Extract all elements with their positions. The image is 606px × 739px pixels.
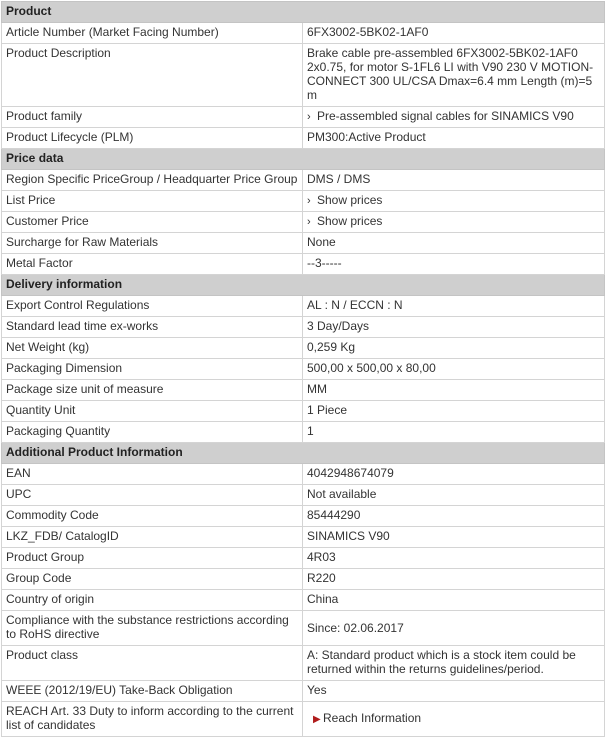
table-row bbox=[2, 569, 605, 590]
chevron-right-icon: › bbox=[307, 111, 311, 123]
row-label: Customer Price bbox=[2, 212, 303, 233]
chevron-right-icon: › bbox=[307, 195, 311, 207]
row-label: Product Description bbox=[2, 44, 303, 107]
packaging-quantity-value: 1 bbox=[303, 422, 605, 443]
row-label: Product family bbox=[2, 107, 303, 128]
table-row bbox=[2, 170, 605, 191]
row-label: Region Specific PriceGroup / Headquarter Price Group bbox=[2, 170, 303, 191]
table-row bbox=[2, 464, 605, 485]
table-row bbox=[2, 212, 605, 233]
upc-value: Not available bbox=[303, 485, 605, 506]
list-price-link[interactable] bbox=[303, 191, 605, 212]
table-row bbox=[2, 527, 605, 548]
table-row bbox=[2, 191, 605, 212]
table-row bbox=[2, 317, 605, 338]
row-label: Product class bbox=[2, 646, 303, 681]
section-header-delivery bbox=[2, 275, 605, 296]
country-of-origin-value: China bbox=[303, 590, 605, 611]
price-group-value: DMS / DMS bbox=[303, 170, 605, 191]
table-row bbox=[2, 380, 605, 401]
table-row bbox=[2, 401, 605, 422]
row-label: Quantity Unit bbox=[2, 401, 303, 422]
table-row bbox=[2, 296, 605, 317]
table-row bbox=[2, 107, 605, 128]
reach-information-link-text[interactable]: Reach Information bbox=[323, 711, 422, 725]
unit-of-measure-value: MM bbox=[303, 380, 605, 401]
row-label: UPC bbox=[2, 485, 303, 506]
group-code-value: R220 bbox=[303, 569, 605, 590]
table-row bbox=[2, 128, 605, 149]
section-header-additional bbox=[2, 443, 605, 464]
row-label: Packaging Dimension bbox=[2, 359, 303, 380]
row-label: Surcharge for Raw Materials bbox=[2, 233, 303, 254]
triangle-right-icon: ▶ bbox=[313, 714, 321, 725]
net-weight-value: 0,259 Kg bbox=[303, 338, 605, 359]
commodity-code-value: 85444290 bbox=[303, 506, 605, 527]
row-label: Net Weight (kg) bbox=[2, 338, 303, 359]
table-row bbox=[2, 485, 605, 506]
product-description-value: Brake cable pre-assembled 6FX3002-5BK02-1AF0 2x0.75, for motor S-1FL6 LI with V90 230 V MOTION-CONNECT 300 UL/CSA Dmax=6.4 mm Length (m)=5 m bbox=[303, 44, 605, 107]
section-header-product bbox=[2, 2, 605, 23]
row-label: Compliance with the substance restrictions according to RoHS directive bbox=[2, 611, 303, 646]
section-title: Delivery information bbox=[2, 275, 605, 296]
row-label: EAN bbox=[2, 464, 303, 485]
catalog-id-value: SINAMICS V90 bbox=[303, 527, 605, 548]
table-row bbox=[2, 681, 605, 702]
row-label: Metal Factor bbox=[2, 254, 303, 275]
export-control-value: AL : N / ECCN : N bbox=[303, 296, 605, 317]
metal-factor-value: --3----- bbox=[303, 254, 605, 275]
table-row bbox=[2, 611, 605, 646]
row-label: Export Control Regulations bbox=[2, 296, 303, 317]
table-row bbox=[2, 23, 605, 44]
table-row bbox=[2, 44, 605, 107]
table-row bbox=[2, 590, 605, 611]
rohs-value: Since: 02.06.2017 bbox=[303, 611, 605, 646]
table-row bbox=[2, 233, 605, 254]
row-label: Article Number (Market Facing Number) bbox=[2, 23, 303, 44]
product-group-value: 4R03 bbox=[303, 548, 605, 569]
section-title: Price data bbox=[2, 149, 605, 170]
show-prices-link[interactable]: Show prices bbox=[317, 214, 383, 228]
customer-price-link[interactable] bbox=[303, 212, 605, 233]
lead-time-value: 3 Day/Days bbox=[303, 317, 605, 338]
row-label: Package size unit of measure bbox=[2, 380, 303, 401]
product-family-link[interactable] bbox=[303, 107, 605, 128]
row-label: LKZ_FDB/ CatalogID bbox=[2, 527, 303, 548]
product-lifecycle-value: PM300:Active Product bbox=[303, 128, 605, 149]
row-label: WEEE (2012/19/EU) Take-Back Obligation bbox=[2, 681, 303, 702]
row-label: Packaging Quantity bbox=[2, 422, 303, 443]
row-label: Commodity Code bbox=[2, 506, 303, 527]
row-label: Product Lifecycle (PLM) bbox=[2, 128, 303, 149]
product-class-value: A: Standard product which is a stock item could be returned within the returns guidelines/period. bbox=[303, 646, 605, 681]
product-data-table bbox=[1, 1, 605, 737]
row-label: Group Code bbox=[2, 569, 303, 590]
table-row bbox=[2, 548, 605, 569]
product-family-link-text[interactable]: Pre-assembled signal cables for SINAMICS V90 bbox=[317, 109, 574, 123]
section-title: Additional Product Information bbox=[2, 443, 605, 464]
row-label: Product Group bbox=[2, 548, 303, 569]
quantity-unit-value: 1 Piece bbox=[303, 401, 605, 422]
table-row bbox=[2, 702, 605, 737]
ean-value: 4042948674079 bbox=[303, 464, 605, 485]
table-row bbox=[2, 254, 605, 275]
table-row bbox=[2, 422, 605, 443]
table-row bbox=[2, 646, 605, 681]
reach-information-link[interactable] bbox=[303, 702, 605, 737]
row-label: List Price bbox=[2, 191, 303, 212]
row-label: REACH Art. 33 Duty to inform according to the current list of candidates bbox=[2, 702, 303, 737]
surcharge-value: None bbox=[303, 233, 605, 254]
table-row bbox=[2, 338, 605, 359]
row-label: Country of origin bbox=[2, 590, 303, 611]
section-title: Product bbox=[2, 2, 605, 23]
show-prices-link[interactable]: Show prices bbox=[317, 193, 383, 207]
row-label: Standard lead time ex-works bbox=[2, 317, 303, 338]
packaging-dimension-value: 500,00 x 500,00 x 80,00 bbox=[303, 359, 605, 380]
table-row bbox=[2, 359, 605, 380]
table-row bbox=[2, 506, 605, 527]
article-number-value: 6FX3002-5BK02-1AF0 bbox=[303, 23, 605, 44]
weee-value: Yes bbox=[303, 681, 605, 702]
section-header-price bbox=[2, 149, 605, 170]
chevron-right-icon: › bbox=[307, 216, 311, 228]
